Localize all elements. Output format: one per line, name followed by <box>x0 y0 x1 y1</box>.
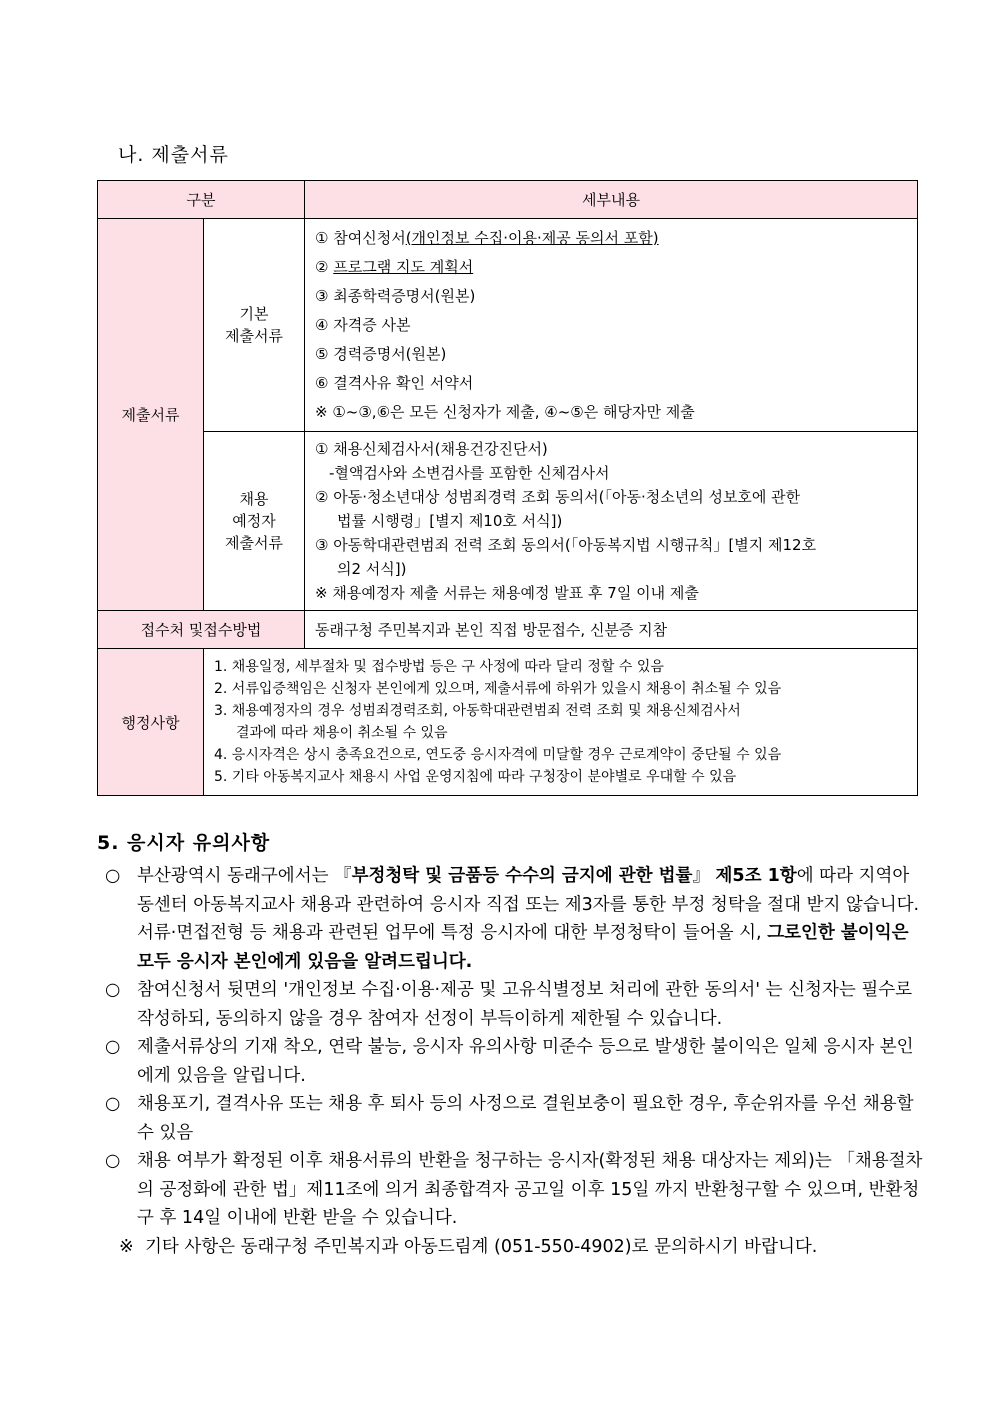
prospective-docs-label: 채용 예정자 제출서류 <box>204 432 305 611</box>
admin-label: 행정사항 <box>98 649 204 796</box>
circle-bullet-icon: ○ <box>105 1037 121 1057</box>
list-item: ○ 제출서류상의 기재 착오, 연락 불능, 응시자 유의사항 미준수 등으로 발생한 불이익은 일체 응시자 본인에게 있음을 알립니다. <box>105 1033 923 1090</box>
submission-category-cell: 제출서류 <box>98 219 204 611</box>
list-item: ① 참여신청서(개인정보 수집·이용·제공 동의서 포함) <box>315 228 659 247</box>
table-row-reception <box>98 611 918 649</box>
circle-bullet-icon: ○ <box>105 1094 121 1114</box>
header-details: 세부내용 <box>305 181 918 219</box>
section-title-applicant-notes: 5. 응시자 유의사항 <box>97 832 271 854</box>
reference-mark-icon: ※ <box>119 1236 134 1257</box>
table-row-basic <box>98 219 918 432</box>
circle-bullet-icon: ○ <box>105 1151 121 1171</box>
table-header-row <box>98 181 918 219</box>
basic-docs-list <box>305 219 918 432</box>
list-item: ② 프로그램 지도 계획서 <box>315 257 474 276</box>
submission-docs-table <box>97 180 918 796</box>
list-item: ⑤ 경력증명서(원본) <box>315 344 447 363</box>
list-item: ⑥ 결격사유 확인 서약서 <box>315 373 474 392</box>
table-row-prospective <box>98 432 918 611</box>
list-item: ○ 채용 여부가 확정된 이후 채용서류의 반환을 청구하는 응시자(확정된 채용 대상자는 제외)는 「채용절차의 공정화에 관한 법」제11조에 의거 최종합격자 공고일 이후 15일 까지 반환청구할 수 있으며, 반환청구 후 14일 이내에 반환 받을 수 있습니다. <box>105 1147 923 1233</box>
reception-label: 접수처 및접수방법 <box>98 611 305 649</box>
list-item: ※ 기타 사항은 동래구청 주민복지과 아동드림계 (051-550-4902)로 문의하시기 바랍니다. <box>105 1233 923 1262</box>
basic-docs-note: ※ ①~③,⑥은 모든 신청자가 제출, ④~⑤은 해당자만 제출 <box>315 402 695 421</box>
circle-bullet-icon: ○ <box>105 980 121 1000</box>
prospective-docs-list: ① 채용신체검사서(채용건강진단서) -혈액검사와 소변검사를 포함한 신체검사서 ② 아동·청소년대상 성범죄경력 조회 동의서(「아동·청소년의 성보호에 관한 법률 시행령」[별지 제10호 서식]) ③ 아동학대관련범죄 전력 조회 동의서(「아동복지법 시행규칙」[별지 제12호 의2 서식]) ※ 채용예정자 제출 서류는 채용예정 발표 후 7일 이내 제출 <box>305 432 918 611</box>
list-item: ○ 채용포기, 결격사유 또는 채용 후 퇴사 등의 사정으로 결원보충이 필요한 경우, 후순위자를 우선 채용할 수 있음 <box>105 1090 923 1147</box>
list-item: ③ 최종학력증명서(원본) <box>315 286 476 305</box>
list-item: ○ 참여신청서 뒷면의 '개인정보 수집·이용·제공 및 고유식별정보 처리에 관한 동의서' 는 신청자는 필수로 작성하되, 동의하지 않을 경우 참여자 선정이 부득이하게 제한될 수 있습니다. <box>105 976 923 1033</box>
basic-docs-label: 기본 제출서류 <box>204 219 305 432</box>
applicant-notes <box>105 862 923 1261</box>
admin-list: 1. 채용일정, 세부절차 및 접수방법 등은 구 사정에 따라 달리 정할 수 있음 2. 서류입증책임은 신청자 본인에게 있으며, 제출서류에 하위가 있을시 채용이 취소될 수 있음 3. 채용예정자의 경우 성범죄경력조회, 아동학대관련범죄 전력 조회 및 채용신체검사서 결과에 따라 채용이 취소될 수 있음 4. 응시자격은 상시 충족요건으로, 연도중 응시자격에 미달할 경우 근로계약이 중단될 수 있음 5. 기타 아동복지교사 채용시 사업 운영지침에 따라 구청장이 분야별로 우대할 수 있음 <box>204 649 918 796</box>
section-title-submission-docs: 나. 제출서류 <box>118 144 229 166</box>
circle-bullet-icon: ○ <box>105 866 121 886</box>
header-category: 구분 <box>98 181 305 219</box>
list-item: ○ 부산광역시 동래구에서는 『부정청탁 및 금품등 수수의 금지에 관한 법률』 제5조 1항에 따라 지역아동센터 아동복지교사 채용과 관련하여 응시자 직접 또는 제3자를 통한 부정 청탁을 절대 받지 않습니다. 서류·면접전형 등 채용과 관련된 업무에 특정 응시자에 대한 부정청탁이 들어올 시, 그로인한 불이익은 모두 응시자 본인에게 있음을 알려드립니다. <box>105 862 923 976</box>
reception-value: 동래구청 주민복지과 본인 직접 방문접수, 신분증 지참 <box>305 611 918 649</box>
list-item: ④ 자격증 사본 <box>315 315 411 334</box>
table-row-admin <box>98 649 918 796</box>
